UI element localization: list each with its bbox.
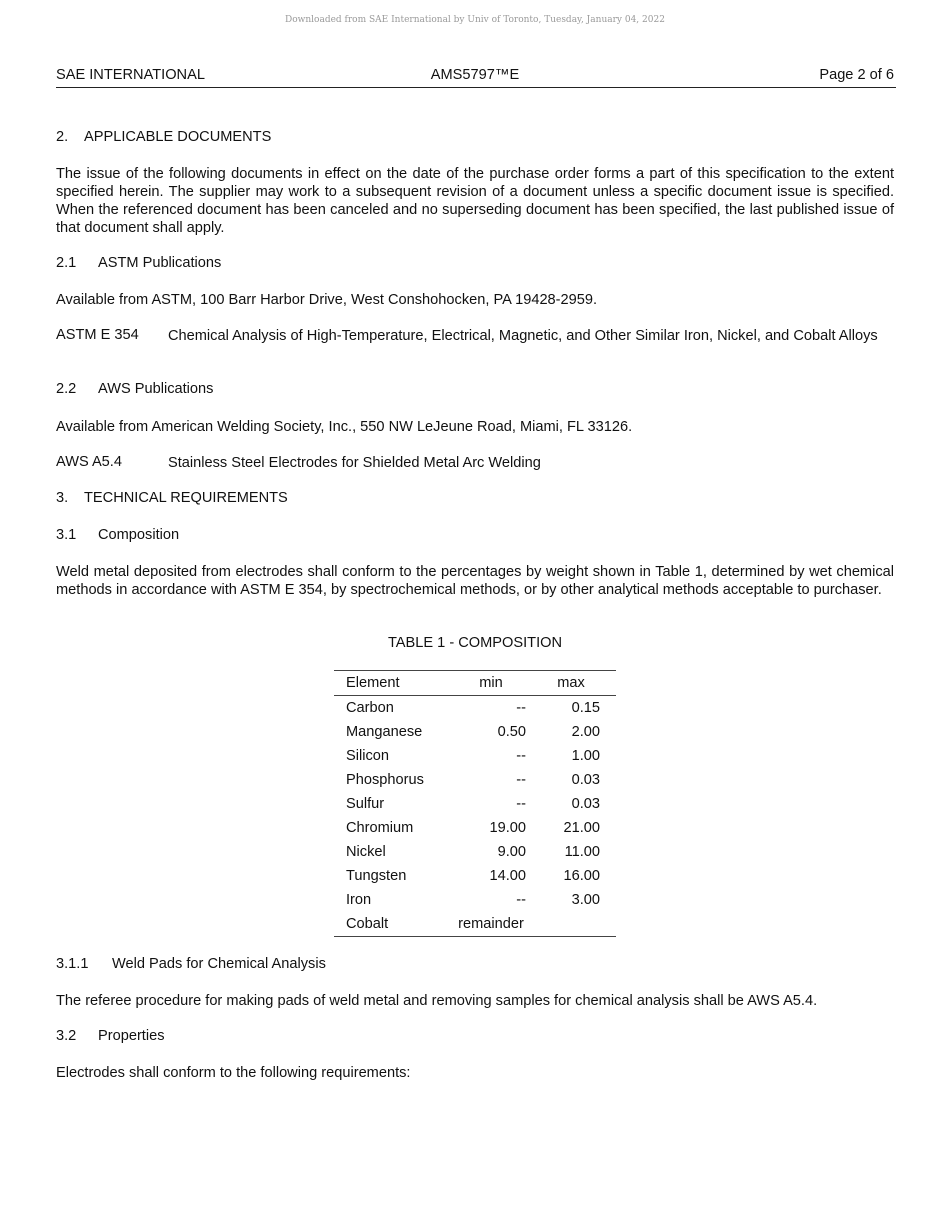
aws-availability: Available from American Welding Society, Inc., 550 NW LeJeune Road, Miami, FL 33126. [56,419,633,435]
table-row [334,864,616,888]
section-title: ASTM Publications [98,255,222,271]
min-cell: -- [516,796,526,812]
astm-ref-code: ASTM E 354 [56,327,139,343]
section-title: TECHNICAL REQUIREMENTS [84,490,288,506]
max-cell: 0.03 [571,772,600,788]
section-number: 2.2 [56,381,77,397]
column-header-max: max [526,671,616,696]
section-title: Weld Pads for Chemical Analysis [112,956,326,972]
element-cell: Carbon [346,700,394,716]
section-3-1-body: Weld metal deposited from electrodes shall conform to the percentages by weight shown in Table 1, determined by wet chemical methods in accordance with ASTM E 354, by spectrochemical methods, or by other analytical methods acceptable to purchaser. [56,564,894,598]
element-cell: Nickel [346,844,386,860]
element-cell: Silicon [346,748,389,764]
section-3-1-1-heading [56,956,326,972]
min-cell: -- [516,700,526,716]
section-number: 3.1.1 [56,956,89,972]
table-row [334,768,616,792]
section-2-1-heading [56,255,221,271]
section-number: 3.1 [56,527,77,543]
section-number: 3. [56,490,69,506]
max-cell: 1.00 [571,748,600,764]
header-document-id: AMS5797™E [430,67,520,83]
element-cell: Sulfur [346,796,385,812]
section-number: 2.1 [56,255,77,271]
section-3-2-heading [56,1028,165,1044]
max-cell: 0.15 [571,700,600,716]
section-2-2-heading [56,381,213,397]
section-title: APPLICABLE DOCUMENTS [84,129,272,145]
max-cell: 21.00 [563,820,600,836]
column-header-min: min [456,671,526,696]
min-cell: 14.00 [489,868,526,884]
section-title: AWS Publications [98,381,214,397]
table-row [334,720,616,744]
aws-ref-code: AWS A5.4 [56,454,122,470]
max-cell: 3.00 [571,892,600,908]
section-number: 2. [56,129,69,145]
section-number: 3.2 [56,1028,77,1044]
section-3-2-body: Electrodes shall conform to the following requirements: [56,1065,411,1081]
max-cell: 0.03 [571,796,600,812]
min-cell: -- [516,772,526,788]
table-header-row [334,671,616,696]
section-title: Composition [98,527,180,543]
aws-ref-title: Stainless Steel Electrodes for Shielded Metal Arc Welding [168,455,541,471]
max-cell [526,912,616,937]
min-cell: -- [516,748,526,764]
header-rule [56,87,896,88]
max-cell: 11.00 [564,844,600,860]
section-2-heading [56,129,271,145]
table-row [334,888,616,912]
astm-ref-title: Chemical Analysis of High-Temperature, Electrical, Magnetic, and Other Similar Iron, Nickel, and Cobalt Alloys [168,328,878,344]
element-cell: Iron [346,892,372,908]
min-cell: -- [516,892,526,908]
min-cell: 0.50 [497,724,526,740]
min-cell: 19.00 [489,820,526,836]
element-cell: Phosphorus [346,772,424,788]
composition-table [334,670,616,937]
table-title: TABLE 1 - COMPOSITION [387,635,563,651]
section-3-1-heading [56,527,179,543]
element-cell: Manganese [346,724,423,740]
section-2-body: The issue of the following documents in effect on the date of the purchase order forms a part of this specification to the extent specified herein. The supplier may work to a subsequent revision of a document unless a specific document issue is specified. When the referenced document has been canceled and no superseding document has been specified, the last published issue of that document shall apply. [56,166,894,236]
min-cell: remainder [456,912,526,937]
min-cell: 9.00 [497,844,526,860]
section-3-heading [56,490,288,506]
table-row [334,816,616,840]
header-organization: SAE INTERNATIONAL [56,67,205,83]
section-title: Properties [98,1028,165,1044]
element-cell: Cobalt [334,912,456,937]
astm-availability: Available from ASTM, 100 Barr Harbor Drive, West Conshohocken, PA 19428-2959. [56,292,598,308]
max-cell: 2.00 [571,724,600,740]
table-row [334,912,616,937]
column-header-element: Element [334,671,456,696]
section-3-1-1-body: The referee procedure for making pads of weld metal and removing samples for chemical analysis shall be AWS A5.4. [56,993,818,1009]
table-row [334,840,616,864]
table-row [334,792,616,816]
header-page-number: Page 2 of 6 [819,67,894,83]
download-notice: Downloaded from SAE International by Univ of Toronto, Tuesday, January 04, 2022 [285,15,665,25]
table-row [334,744,616,768]
element-cell: Chromium [346,820,414,836]
table-row [334,696,616,721]
element-cell: Tungsten [346,868,407,884]
max-cell: 16.00 [563,868,600,884]
